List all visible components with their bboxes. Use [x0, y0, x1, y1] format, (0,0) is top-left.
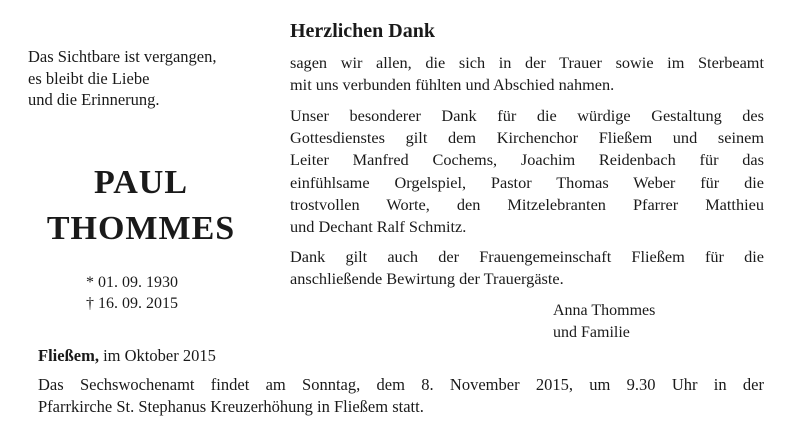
birth-date: * 01. 09. 1930 [86, 274, 178, 291]
text-line: sagen wir allen, die sich in der Trauer sowie im Sterbeamt [290, 53, 764, 72]
text-line: Dank gilt auch der Frauengemeinschaft Fließem für die [290, 247, 764, 266]
text-line: trostvollen Worte, den Mitzelebranten Pfarrer Matthieu [290, 194, 764, 214]
date-text: im Oktober 2015 [98, 346, 216, 365]
text-line: Unser besonderer Dank für die würdige Gestaltung des [290, 106, 764, 125]
notice-line: Das Sechswochenamt findet am Sonntag, dem 8. November 2015, um 9.30 Uhr in der [38, 375, 764, 394]
signature-line: Anna Thommes [553, 302, 656, 319]
text-line: mit uns verbunden fühlten und Abschied nahmen. [290, 75, 615, 95]
signature [553, 300, 655, 344]
place-date [38, 345, 216, 367]
text-line: Leiter Manfred Cochems, Joachim Reidenbach für das [290, 150, 764, 170]
notice-line: Pfarrkirche St. Stephanus Kreuzerhöhung in Fließem statt. [38, 397, 424, 416]
thanks-paragraph-3 [290, 246, 764, 290]
memorial-quote [28, 46, 268, 111]
quote-line: es bleibt die Liebe [28, 68, 150, 88]
first-name: PAUL [93, 164, 189, 201]
last-name: THOMMES [46, 210, 236, 247]
text-line: einfühlsame Orgelspiel, Pastor Thomas Weber für die [290, 172, 764, 192]
death-date: † 16. 09. 2015 [86, 295, 178, 312]
deceased-name [26, 160, 256, 252]
thanks-paragraph-2 [290, 105, 764, 238]
life-dates [86, 272, 178, 314]
thanks-title: Herzlichen Dank [290, 20, 435, 42]
service-notice [38, 374, 764, 418]
signature-line: und Familie [553, 324, 630, 341]
quote-line: Das Sichtbare ist vergangen, [28, 47, 217, 66]
place-name: Fließem, [38, 346, 99, 365]
text-line: Gottesdienstes gilt dem Kirchenchor Fließem und seinem [290, 128, 764, 148]
quote-line: und die Erinnerung. [28, 90, 160, 109]
thanks-paragraph-1 [290, 52, 764, 96]
text-line: und Dechant Ralf Schmitz. [290, 217, 467, 237]
text-line: anschließende Bewirtung der Trauergäste. [290, 269, 564, 289]
